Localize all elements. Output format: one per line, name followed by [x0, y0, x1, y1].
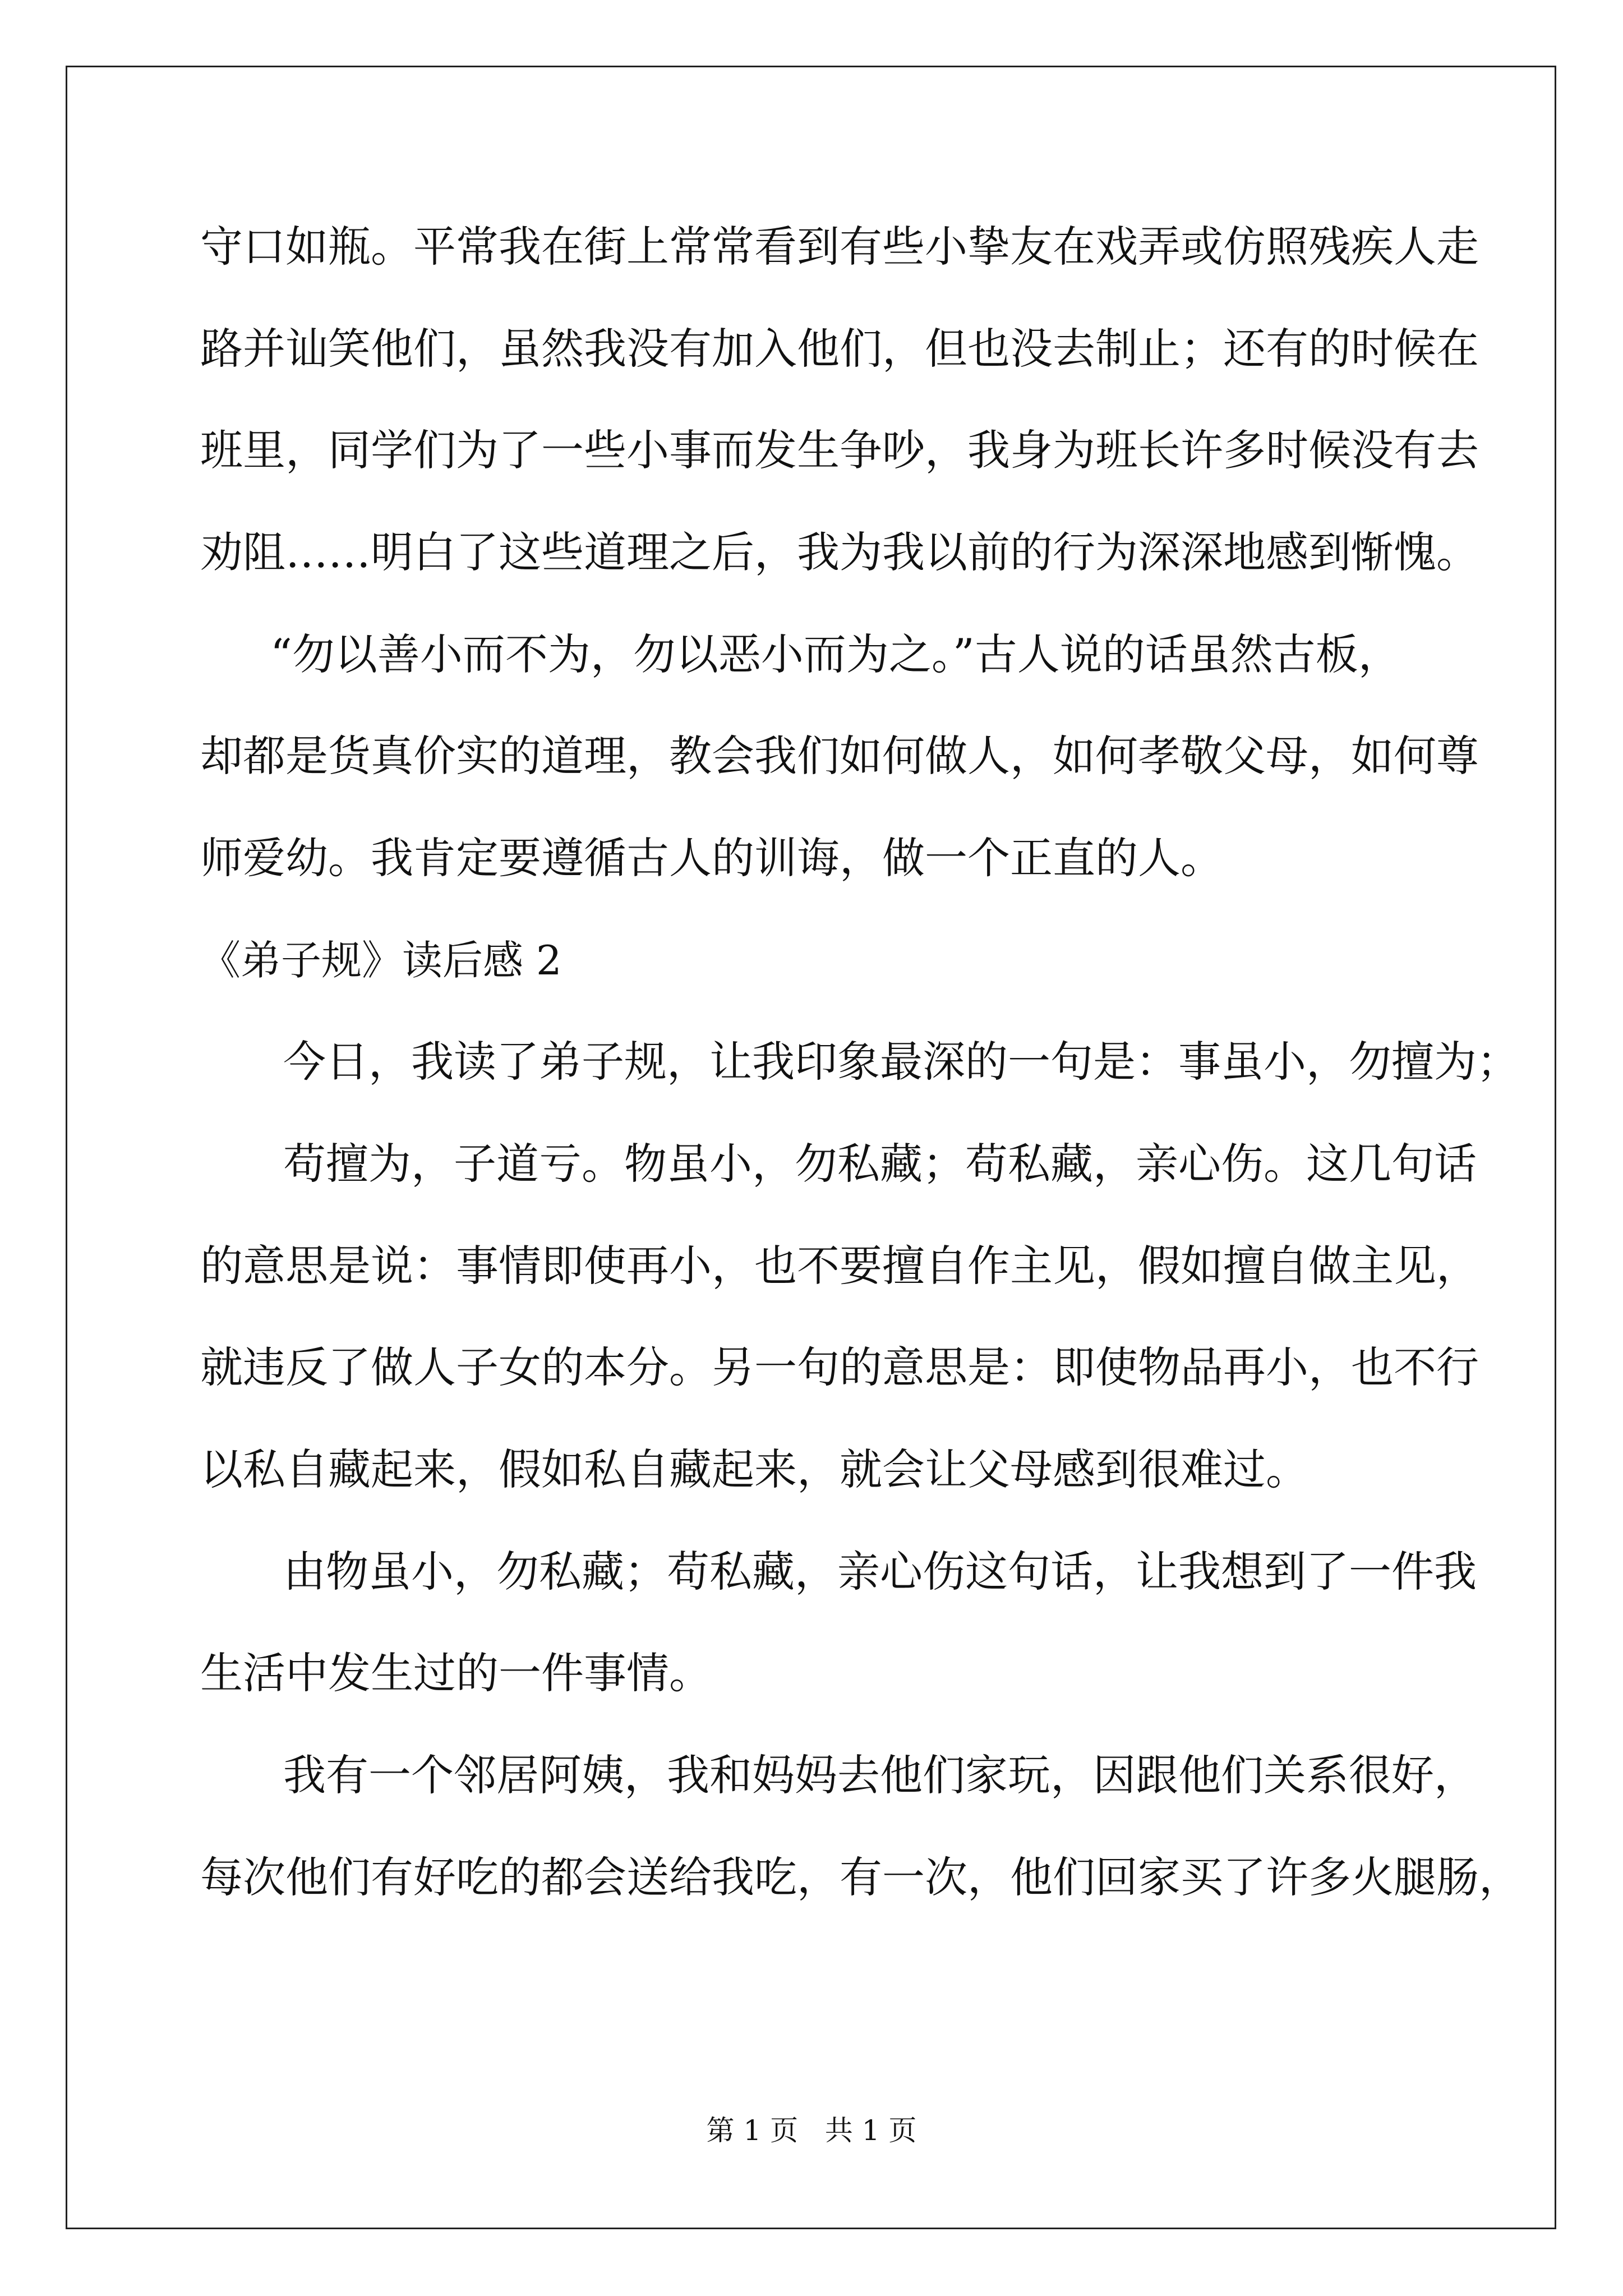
paragraph-line: 生活中发生过的一件事情。: [200, 1648, 712, 1698]
paragraph-line: 班里，同学们为了一些小事而发生争吵，我身为班长许多时候没有去: [200, 425, 1479, 475]
paragraph-line: 守口如瓶。平常我在街上常常看到有些小挚友在戏弄或仿照残疾人走: [200, 222, 1479, 272]
paragraph-line: 今日，我读了弟子规，让我印象最深的一句是：事虽小，勿擅为；: [283, 1037, 1519, 1087]
page-number-footer: 第 1 页 共 1 页: [706, 2114, 917, 2147]
paragraph-line: “勿以善小而不为，勿以恶小而为之。”古人说的话虽然古板，: [270, 629, 1401, 679]
paragraph-line: 师爱幼。我肯定要遵循古人的训诲，做一个正直的人。: [200, 833, 1223, 883]
paragraph-line: 却都是货真价实的道理，教会我们如何做人，如何孝敬父母，如何尊: [200, 731, 1479, 781]
paragraph-line: 就违反了做人子女的本分。另一句的意思是：即使物品再小，也不行: [200, 1342, 1479, 1392]
paragraph-line: 苟擅为，子道亏。物虽小，勿私藏；苟私藏，亲心伤。这几句话: [283, 1139, 1477, 1189]
paragraph-line: 以私自藏起来，假如私自藏起来，就会让父母感到很难过。: [200, 1444, 1308, 1494]
paragraph-line: 由物虽小，勿私藏；苟私藏，亲心伤这句话，让我想到了一件我: [283, 1547, 1477, 1596]
paragraph-line: 我有一个邻居阿姨，我和妈妈去他们家玩，因跟他们关系很好，: [283, 1750, 1477, 1800]
paragraph-line: 路并讪笑他们，虽然我没有加入他们，但也没去制止；还有的时候在: [200, 324, 1479, 374]
paragraph-line: 每次他们有好吃的都会送给我吃，有一次，他们回家买了许多火腿肠，: [200, 1852, 1521, 1902]
section-heading: 《弟子规》读后感 2: [200, 937, 562, 984]
paragraph-line: 劝阻……明白了这些道理之后，我为我以前的行为深深地感到惭愧。: [200, 527, 1479, 577]
paragraph-line: 的意思是说：事情即使再小，也不要擅自作主见，假如擅自做主见，: [200, 1241, 1479, 1291]
